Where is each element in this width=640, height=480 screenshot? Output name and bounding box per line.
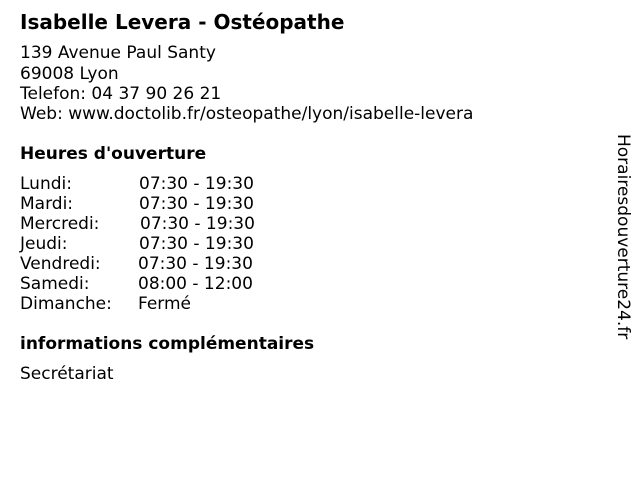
time-range: 07:30 - 19:30 — [140, 214, 255, 234]
day-label: Mardi: — [20, 194, 74, 214]
time-range: 07:30 - 19:30 — [139, 194, 254, 214]
info-item-secretariat: Secrétariat — [20, 364, 114, 384]
time-range: 07:30 - 19:30 — [139, 174, 254, 194]
day-label: Samedi: — [20, 274, 90, 294]
time-range: 07:30 - 19:30 — [138, 254, 253, 274]
time-range: 07:30 - 19:30 — [139, 234, 254, 254]
day-label: Dimanche: — [20, 294, 112, 314]
day-label: Jeudi: — [20, 234, 68, 254]
day-label: Vendredi: — [20, 254, 101, 274]
site-watermark: Horairesdouverture24.fr — [613, 134, 633, 340]
phone-number: Telefon: 04 37 90 26 21 — [20, 84, 222, 104]
day-label: Mercredi: — [20, 214, 100, 234]
time-range: 08:00 - 12:00 — [138, 274, 253, 294]
page-title: Isabelle Levera - Ostéopathe — [20, 10, 345, 34]
additional-info-heading: informations complémentaires — [20, 334, 315, 354]
closed-label: Fermé — [138, 294, 192, 314]
day-label: Lundi: — [20, 174, 72, 194]
opening-hours-heading: Heures d'ouverture — [20, 144, 207, 164]
website-link: Web: www.doctolib.fr/osteopathe/lyon/isabelle-levera — [20, 104, 474, 124]
address-street: 139 Avenue Paul Santy — [20, 43, 216, 63]
address-city: 69008 Lyon — [20, 64, 119, 84]
